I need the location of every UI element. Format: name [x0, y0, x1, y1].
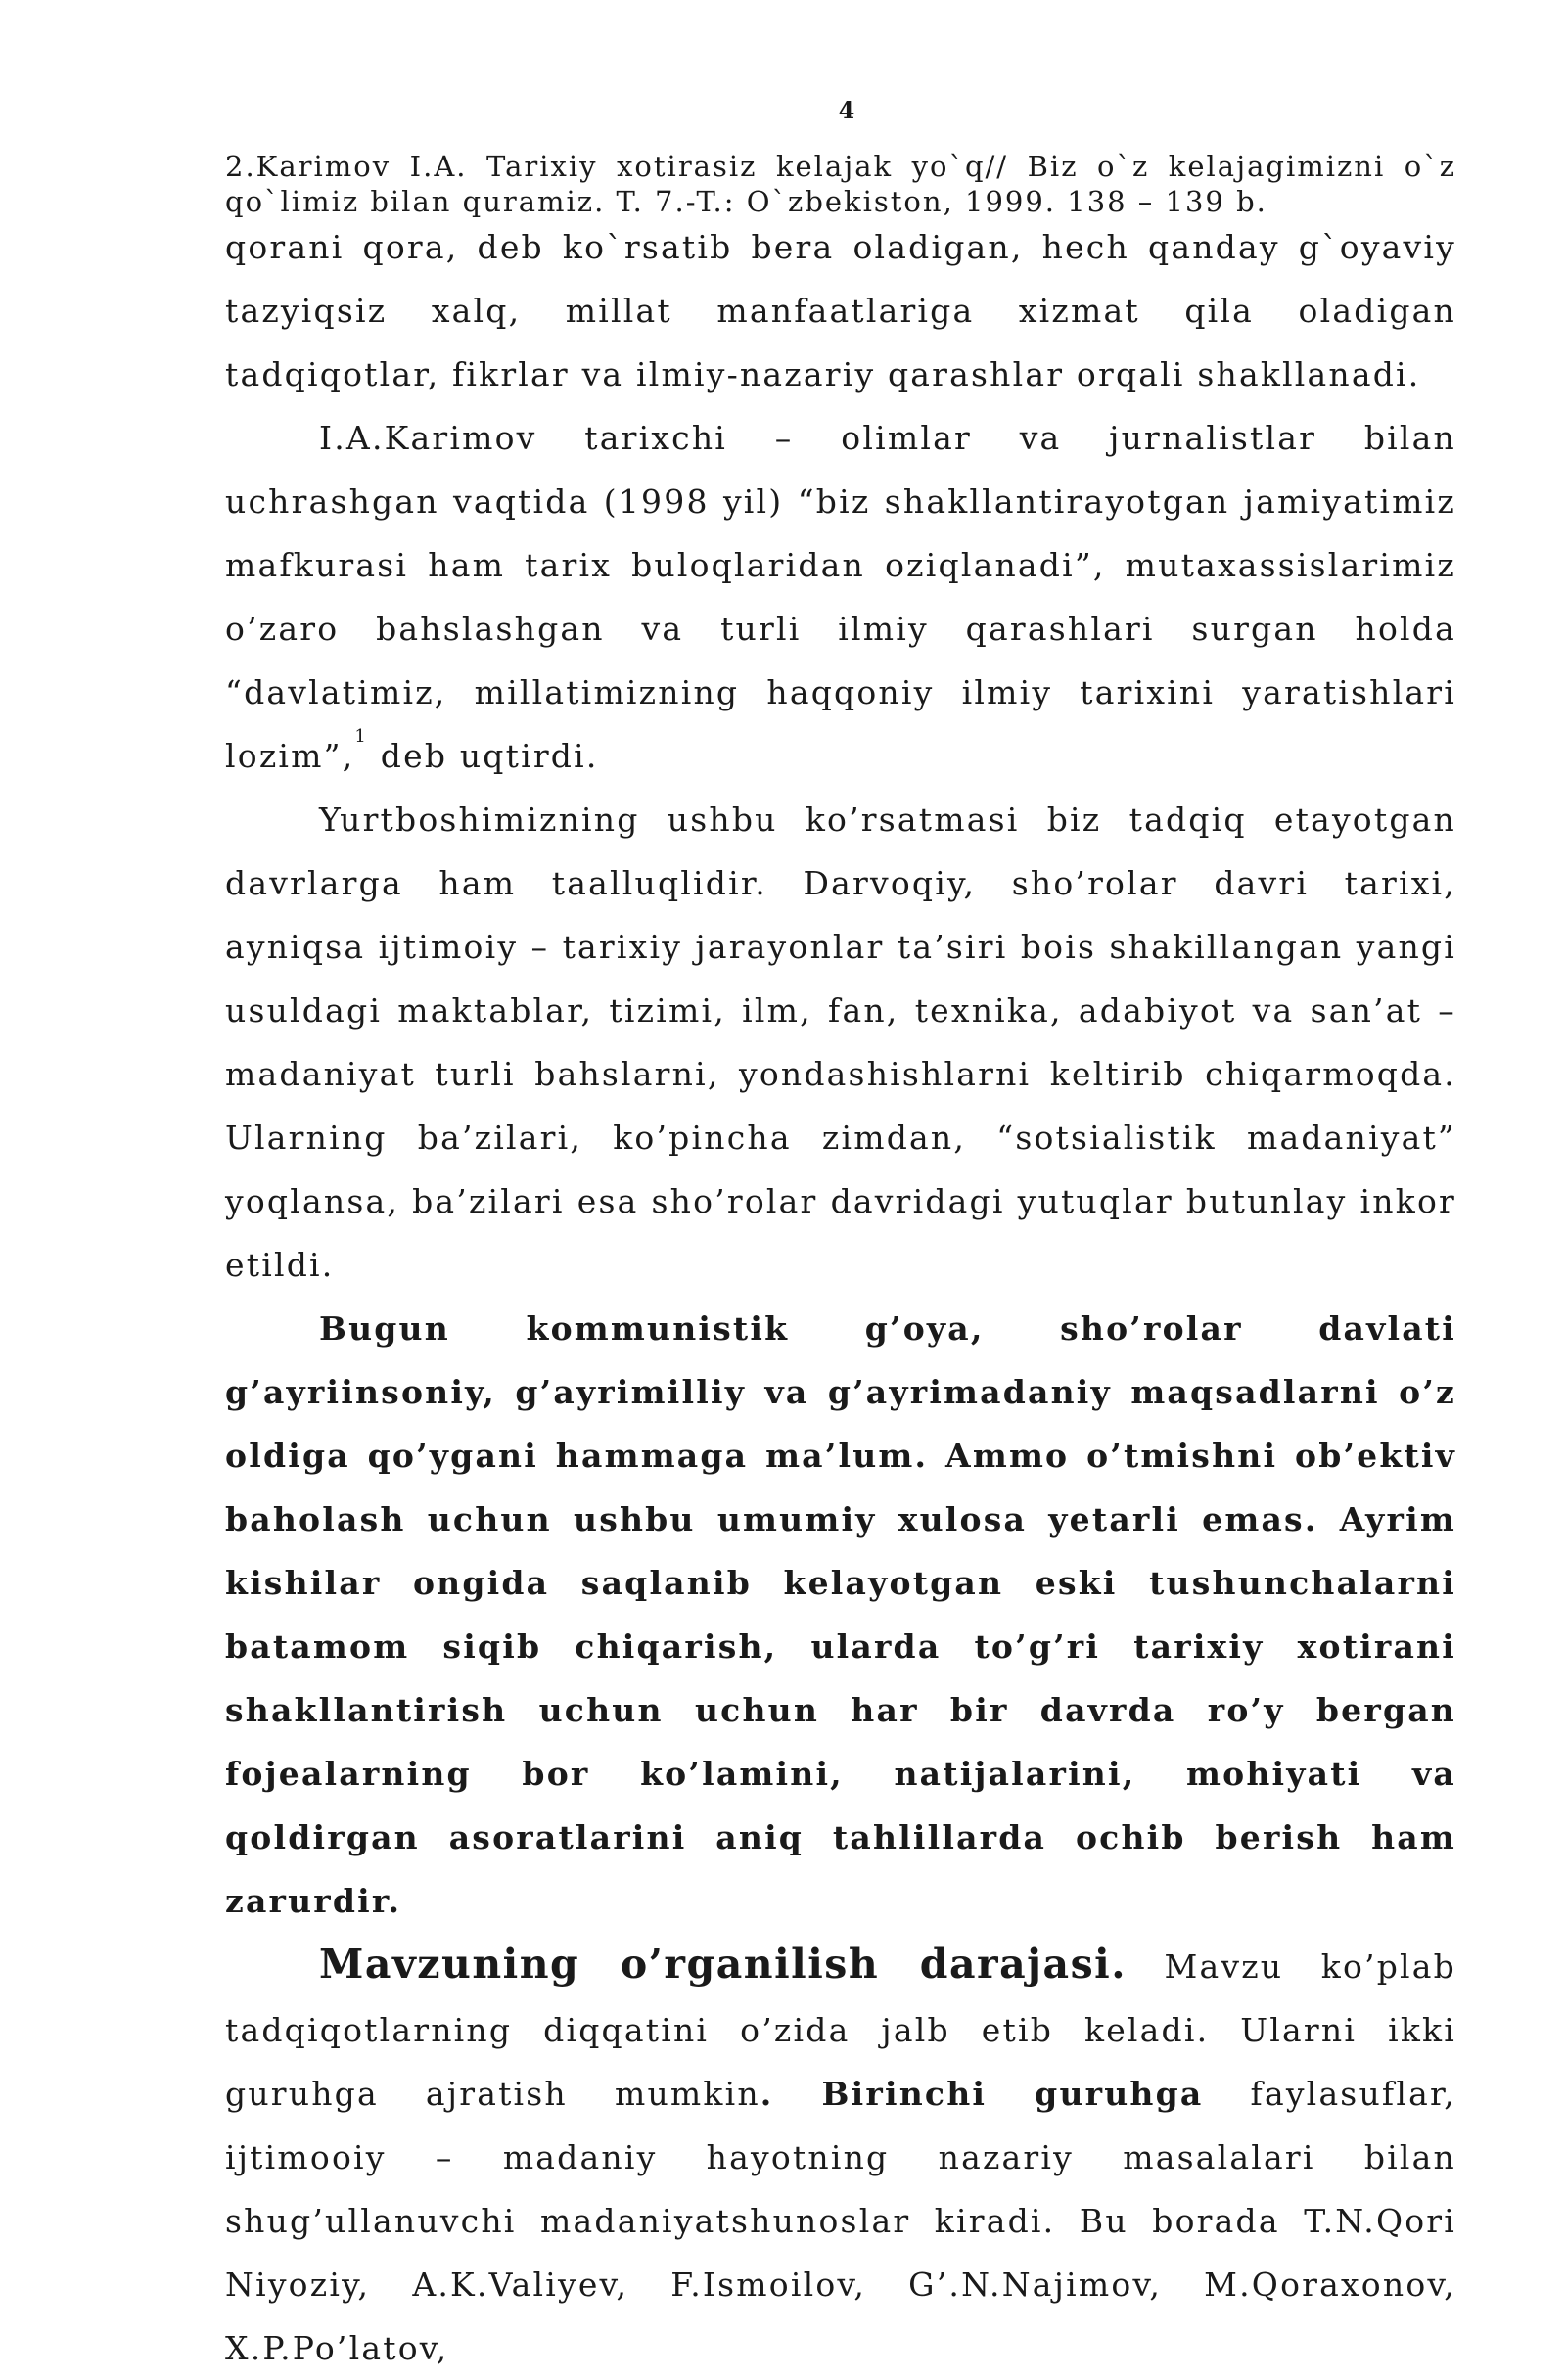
paragraph-text-b: faylasuflar, ijtimooiy – madaniy hayotning nazariy masalalari bilan shug’ullanuvchi madaniyatshunoslar kiradi. Bu borada T.N.Qori Niyoziy, A.K.Valiyev, F.Ismoilov, G’.N.Najimov, M.Qoraxonov, X.P.Po’latov,: [225, 2075, 1456, 2367]
paragraph-tail: deb uqtirdi.: [368, 737, 599, 775]
section-heading: Mavzuning o’rganilish darajasi.: [319, 1941, 1128, 1988]
paragraph-text: I.A.Karimov tarixchi – olimlar va jurnalistlar bilan uchrashgan vaqtida (1998 yil) “biz shakllantirayotgan jamiyatimiz mafkurasi ham tarix buloqlaridan oziqlanadi”, mutaxassislarimiz o’zaro bahslashgan va turli ilmiy qarashlari surgan holda “davlatimiz, millatimizning haqqoniy ilmiy tarixini yaratishlari lozim”,: [225, 419, 1456, 775]
body-text: [225, 215, 1456, 2380]
bold-run: . Birinchi guruhga: [760, 2075, 1204, 2113]
paragraph-bold-statement: Bugun kommunistik g’oya, sho’rolar davlati g’ayriinsoniy, g’ayrimilliy va g’ayrimadaniy maqsadlarni o’z oldiga qo’ygani hammaga ma’lum. Ammo o’tmishni ob’ektiv baholash uchun ushbu umumiy xulosa yetarli emas. Ayrim kishilar ongida saqlanib kelayotgan eski tushunchalarni batamom siqib chiqarish, ularda to’g’ri tarixiy xotirani shakllantirish uchun uchun har bir davrda ro’y bergan fojealarning bor ko’lamini, natijalarini, mohiyati va qoldirgan asoratlarini aniq tahlillarda ochib berish ham zarurdir.: [225, 1309, 1456, 1920]
footnote: 2.Karimov I.A. Tarixiy xotirasiz kelajak yo`q// Biz o`z kelajagimizni o`z qo`limiz bilan quramiz. T. 7.-T.: O`zbekiston, 1999. 138 – 139 b.: [225, 150, 1456, 218]
paragraph-text-a: Mavzu ko’plab tadqiqotlarning diqqatini o’zida jalb etib keladi. Ularni ikki guruhga ajratish mumkin: [225, 1947, 1456, 2113]
footnote-reference: 1: [354, 726, 369, 747]
page-number: 4: [838, 96, 855, 124]
paragraph-continuation: qorani qora, deb ko`rsatib bera oladigan, hech qanday g`oyaviy tazyiqsiz xalq, millat manfaatlariga xizmat qila oladigan tadqiqotlar, fikrlar va ilmiy-nazariy qarashlar orqali shakllanadi.: [225, 228, 1456, 393]
paragraph-yurtboshi: Yurtboshimizning ushbu ko’rsatmasi biz tadqiq etayotgan davrlarga ham taalluqlidir. Darvoqiy, sho’rolar davri tarixi, ayniqsa ijtimoiy – tarixiy jarayonlar ta’siri bois shakillangan yangi usuldagi maktablar, tizimi, ilm, fan, texnika, adabiyot va san’at – madaniyat turli bahslarni, yondashishlarni keltirib chiqarmoqda. Ularning ba’zilari, ko’pincha zimdan, “sotsialistik madaniyat” yoqlansa, ba’zilari esa sho’rolar davridagi yutuqlar butunlay inkor etildi.: [225, 801, 1456, 1284]
paragraph-mavzu: [225, 1933, 1456, 2380]
paragraph-karimov-quote: [225, 406, 1456, 788]
